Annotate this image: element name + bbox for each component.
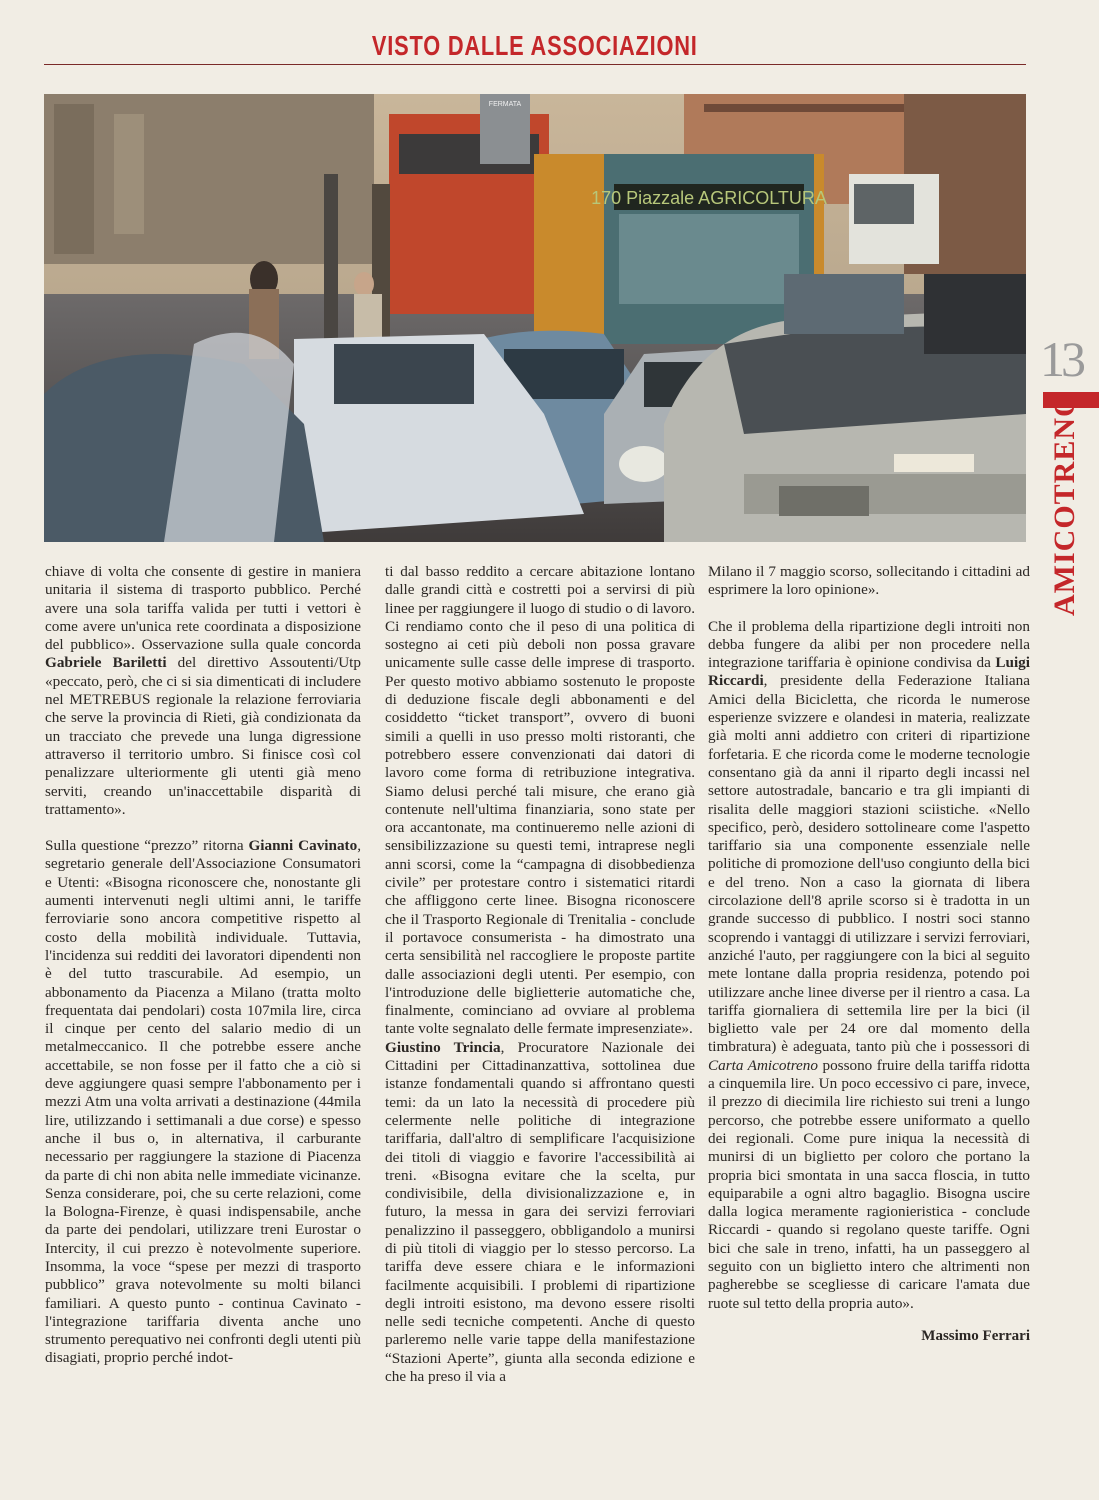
paragraph — [45, 563, 361, 819]
text-run: Sulla questione “prezzo” ritorna — [45, 837, 249, 855]
stop-sign: FERMATA — [488, 101, 522, 108]
paragraph — [708, 563, 1030, 600]
traffic-photo — [44, 94, 1026, 542]
paragraph — [385, 1039, 695, 1387]
section-title: VISTO DALLE ASSOCIAZIONI — [372, 30, 698, 61]
text-run: chiave di volta che consente di gestire in maniera unitaria il sistema di trasporto pubblico. Perché avere una sola tariffa valida per tutti i vettori è come avere un'unica rete coordinata a disposizione del pubblico». Osservazione sulla quale concorda — [45, 563, 361, 654]
page-number: 13 — [1040, 331, 1082, 387]
text-run: possono fruire della tariffa ridotta a cinquemila lire. Un poco eccessivo ci pare, invece, il prezzo di diecimila lire richiesto sui treni a lungo percorso, che potrebbe essere uniformato a quello dei regionali. Come pure iniqua la necessità di munirsi di un biglietto per coloro che portano la propria bici smontata in una sacca floscia, in tutto equiparabile a ogni altro bagaglio. Bisogna uscire dalla logica meramente ragionieristica - conclude Riccardi - quando si regolano queste tariffe. Ogni bici che sale in treno, infatti, ha un passeggero al seguito con un biglietto intero che altrimenti non pagherebbe se scegliesse di caricare l'amata due ruote sul tetto della propria auto». — [708, 1056, 1031, 1312]
text-run: , presidente della Federazione Italiana Amici della Bicicletta, che ricorda le numerose esperienze svizzere e olandesi in materia, realizzate già molti anni addietro con criteri di ripartizione forfetaria. E che ricorda come le moderne tecnologie consentano già da anni il riparto degli incassi nel settore autostradale, bancario e tra gli impianti di risalita delle maggiori stazioni sciistiche. «Nello specifico, però, desidero sottolineare come l'aspetto tariffario sia una componente essenziale nelle politiche di promozione dell'uso congiunto della bici e del treno. Non a caso la giornata di libera circolazione dell'8 aprile scorso si è tradotta in un grande successo di pubblico. I nostri soci stanno scoprendo i vantaggi di utilizzare i servizi ferroviari, anziché l'auto, per raggiungere con la bici al seguito mete lontane dalla propria residenza, potendo poi utilizzare anche linee diverse per il rientro a casa. La tariffa giornaliera di settemila lire per la bici (il biglietto vale per 24 ore dal momento della timbratura) è adeguata, tanto più che i possessori di — [708, 672, 1030, 1056]
person-name: Gabriele Bariletti — [45, 654, 167, 672]
section-header — [44, 28, 1026, 64]
article-column-1 — [45, 563, 361, 1368]
text-run: , Procuratore Nazionale dei Cittadini per Cittadinanzattiva, sottolinea due istanze fondamentali quando si affrontano questi temi: da un lato la necessità di procedere più celermente nelle politiche di integrazione tariffaria, dall'altro di semplificare l'acquisizione dei titoli di viaggio e favorire l'accessibilità ai treni. «Bisogna evitare che la scelta, pur condivisibile, della divisionalizzazione e, in futuro, la messa in gara dei servizi ferroviari penalizzino il passeggero, obbligandolo a munirsi di più titoli di viaggio per lo stesso percorso. La tariffa deve essere chiara e le informazioni facilmente acquisibili. I problemi di ripartizione degli introiti esistono, ma devono essere risolti nelle sedi tecniche competenti. Anche di questo parleremo nelle varie tappe della manifestazione “Stazioni Aperte”, giunta alla seconda edizione e che ha preso il via a — [385, 1038, 695, 1386]
person-name: Giustino Trincia — [385, 1038, 501, 1056]
person-name: Luigi Riccardi — [708, 654, 1030, 690]
magazine-name: AMICOTRENO — [1048, 392, 1081, 616]
bus-display: 170 Piazzale AGRICOLTURA — [591, 188, 827, 208]
text-run: ti dal basso reddito a cercare abitazione lontano dalle grandi città e costretti poi a servirsi di più linee per raggiungere il luogo di studio o di lavoro. Ci rendiamo conto che il peso di una politica di sostegno ai ceti più deboli non possa gravare unicamente sulle casse delle imprese di trasporto. Per questo motivo abbiamo sostenuto le proposte di deduzione fiscale degli abbonamenti e del cosiddetto “ticket transport”, ovvero di buoni simili a quelli in uso presso molti ristoranti, che potrebbero essere convenzionati dai datori di lavoro come forma di retribuzione integrativa. Siamo delusi perché tali misure, che erano già contenute nell'ultima finanziaria, sono state per ora accantonate, ma continueremo nelle azioni di sensibilizzazione su questi temi, intraprese negli anni scorsi, come la “campagna di disobbedienza civile” per protestare contro i sistematici ritardi che affliggono certe linee. Bisogna riconoscere che il Trasporto Regionale di Trenitalia - conclude il portavoce consumerista - ha dimostrato una certa sensibilità nel raccogliere le proposte partite dalle associazioni degli utenti. Per esempio, con l'introduzione delle biglietterie automatiche che, finalmente, cominciano ad ovviare al problema tante volte segnalato delle fermate impresenziate». — [385, 563, 695, 1038]
author-signature: Massimo Ferrari — [921, 1327, 1030, 1344]
person-name: Gianni Cavinato — [248, 837, 358, 855]
header-rule — [44, 64, 1026, 65]
article-column-2 — [385, 563, 695, 1386]
text-run: Che il problema della ripartizione degli introiti non debba fungere da alibi per non procedere nella integrazione tariffaria è opinione condivisa da — [708, 617, 1030, 672]
paragraph — [45, 837, 361, 1368]
paragraph — [708, 618, 1030, 1313]
text-run: Milano il 7 maggio scorso, sollecitando i cittadini ad esprimere la loro opinione». — [708, 563, 1030, 599]
paragraph — [385, 563, 695, 1039]
card-name: Carta Amicotreno — [708, 1056, 818, 1074]
text-run: , segretario generale dell'Associazione Consumatori e Utenti: «Bisogna riconoscere che, nonostante gli aumenti intervenuti negli ultimi anni, le tariffe ferroviarie sono ancora competitive rispetto al costo della mobilità individuale. Tuttavia, l'incidenza sui redditi dei lavoratori dipendenti non è del tutto trascurabile. Ad esempio, un abbonamento da Piacenza a Milano (tratta molto frequentata dai pendolari) costa 107mila lire, circa il cinque per cento del salario medio di un metalmeccanico. Il che potrebbe essere anche accettabile, se non fosse per il fatto che a ciò si deve aggiungere quasi sempre l'abbonamento per i mezzi Atm una volta arrivati a destinazione (44mila lire, utilizzando i settimanali a due corse) e spesso anche il bus o, in alternativa, il carburante necessario per raggiungere la stazione di Piacenza da parte di chi non abita nelle immediate vicinanze. Senza considerare, poi, che su certe relazioni, come la Bologna-Firenze, è quasi indispensabile, anche da parte dei pendolari, utilizzare treni Eurostar o Intercity, il cui prezzo è notevolmente superiore. Insomma, la voce “spese per mezzi di trasporto pubblico” grava notevolmente su molti bilanci familiari. A questo punto - continua Cavinato - l'integrazione tariffaria diventa anche uno strumento perequativo nei confronti degli utenti più disagiati, proprio perché indot- — [45, 837, 361, 1367]
text-run: del direttivo Assoutenti/Utp «peccato, però, che ci si sia dimenticati di includere nel METREBUS regionale la relazione ferroviaria che serve la provincia di Rieti, già condizionata da un tracciato che prevede una lunga digressione attraverso il territorio umbro. Si finisce così col penalizzare ulteriormente gli utenti già meno serviti, creando un'inaccettabile disparità di trattamento». — [45, 654, 361, 818]
article-column-3 — [708, 563, 1030, 1345]
